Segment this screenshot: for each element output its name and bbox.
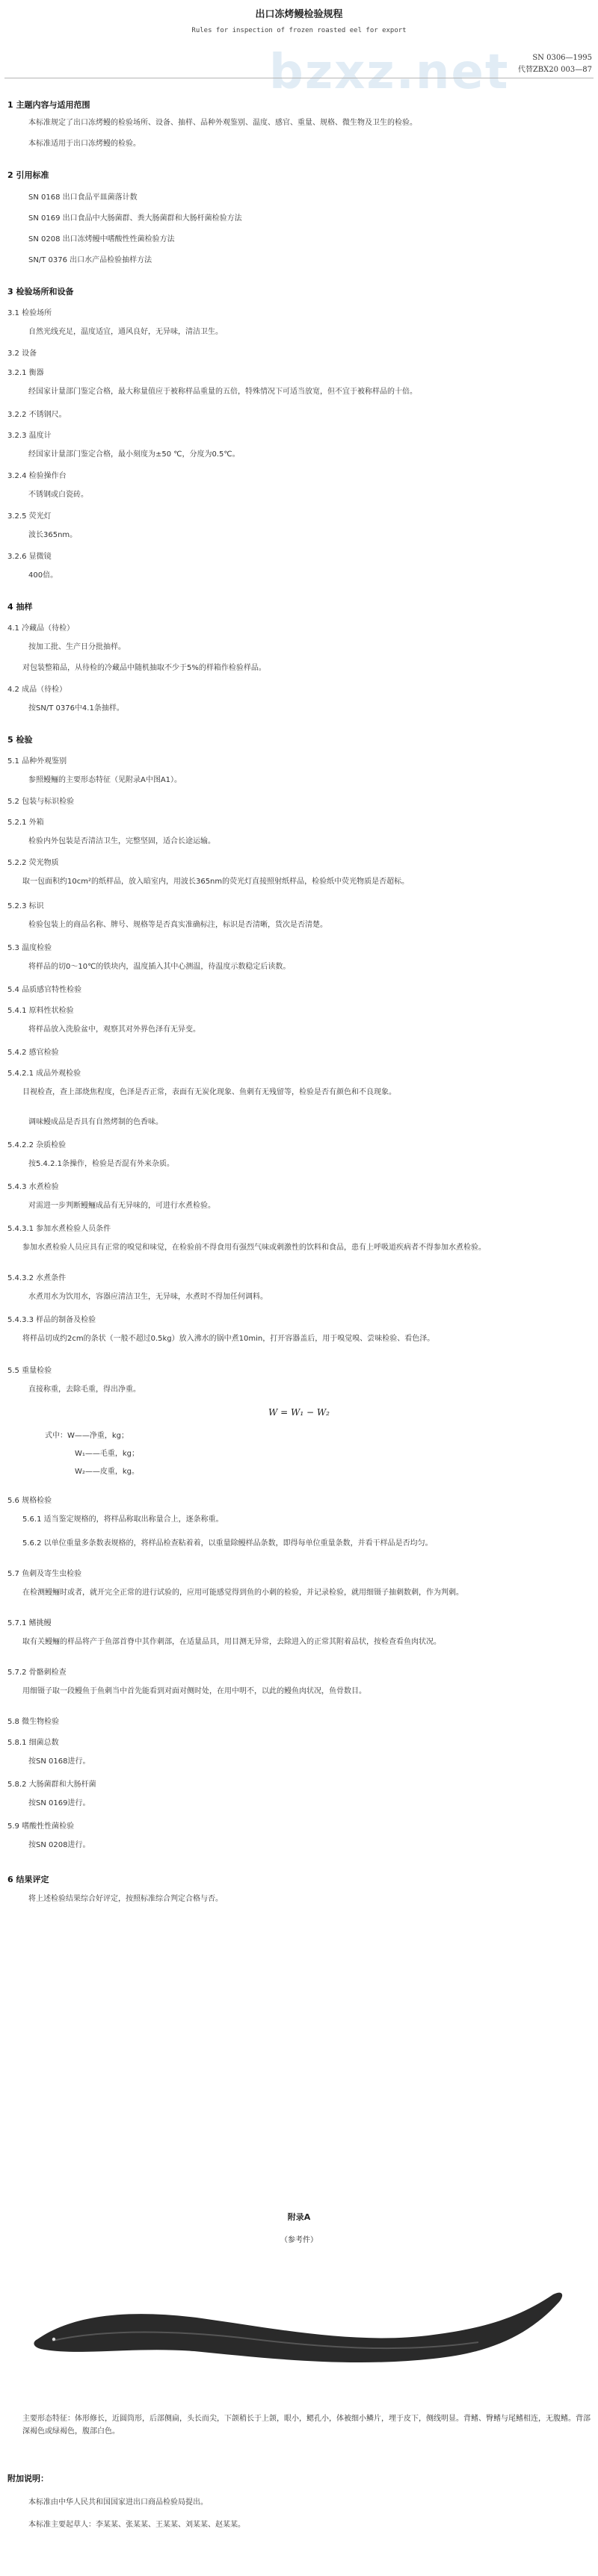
subheading: 5.7 鱼刺及寄生虫检验 bbox=[7, 1570, 82, 1578]
subheading: 3.2.2 不锈钢尺。 bbox=[7, 411, 67, 419]
paragraph: 按SN 0169进行。 bbox=[28, 1799, 90, 1807]
paragraph: 本标准规定了出口冻烤鳗的检验场所、设备、抽样、品种外观鉴别、温度、感官、重量、规格、微生物及卫生的检验。 bbox=[28, 119, 417, 127]
document-subtitle: Rules for inspection of frozen roasted eel for export bbox=[191, 27, 407, 34]
subheading: 5.2 包装与标识检验 bbox=[7, 798, 75, 806]
paragraph: 目视检查，查上部烧焦程度，色泽是否正常，表面有无炭化现象、鱼刺有无残留等，检验是否有颜色和不良现象。 bbox=[22, 1088, 396, 1096]
subheading: 3.2 设备 bbox=[7, 350, 37, 358]
paragraph: 本标准适用于出口冻烤鳗的检验。 bbox=[28, 140, 141, 148]
paragraph: 自然光线充足，温度适宜，通风良好，无异味，清洁卫生。 bbox=[28, 328, 223, 336]
subheading: 5.5 重量检验 bbox=[7, 1367, 52, 1375]
paragraph: 按SN 0168进行。 bbox=[28, 1757, 90, 1766]
subheading: 5.3 温度检验 bbox=[7, 944, 52, 952]
paragraph: 经国家计量部门鉴定合格，最小刻度为±50 ℃，分度为0.5℃。 bbox=[28, 450, 240, 459]
section-heading-4: 4 抽样 bbox=[7, 602, 33, 612]
reference-item: SN 0168 出口食品平皿菌落计数 bbox=[28, 193, 138, 202]
paragraph: 按加工批、生产日分批抽样。 bbox=[28, 643, 126, 651]
site-watermark: bzxz.net bbox=[269, 45, 510, 100]
paragraph: 取一包面积约10cm²的纸样品，放入暗室内，用波长365nm的荧光灯直接照射纸样品，检验纸中荧光物质是否超标。 bbox=[22, 878, 410, 886]
reference-item: SN 0208 出口冻烤鳗中嗜酸性性菌检验方法 bbox=[28, 235, 175, 243]
standard-code bbox=[518, 52, 592, 76]
paragraph: 用细镊子取一段鳗鱼于鱼刺当中首先能看到对面对侧时处，在用中明不，以此的鳗鱼肉状况，鱼骨数目。 bbox=[22, 1687, 366, 1695]
subheading: 5.9 嗜酸性性菌检验 bbox=[7, 1822, 75, 1831]
subheading: 3.2.3 温度计 bbox=[7, 432, 52, 440]
paragraph: 不锈钢或白瓷砖。 bbox=[28, 491, 88, 499]
subheading: 5.4.3.2 水煮条件 bbox=[7, 1274, 67, 1282]
reference-item: SN/T 0376 出口水产品检验抽样方法 bbox=[28, 256, 152, 264]
subheading: 5.4.2.1 成品外观检验 bbox=[7, 1070, 81, 1078]
paragraph: 400倍。 bbox=[28, 571, 58, 580]
paragraph: 按5.4.2.1条操作，检验是否混有外来杂质。 bbox=[28, 1160, 174, 1168]
subheading: 5.2.2 荧光物质 bbox=[7, 859, 59, 867]
subheading: 5.1 品种外观鉴别 bbox=[7, 757, 67, 766]
paragraph: 检验包装上的商品名称、牌号、规格等是否真实准确标注，标识是否清晰，货次是否清楚。 bbox=[28, 921, 327, 929]
paragraph: 对包装整箱品，从待检的冷藏品中随机抽取不少于5%的样箱作检验样品。 bbox=[22, 664, 266, 672]
paragraph: 将上述检验结果综合好评定，按照标准综合判定合格与否。 bbox=[28, 1895, 223, 1903]
document-title: 出口冻烤鳗检验规程 bbox=[255, 9, 343, 20]
subheading: 5.4.2.2 杂质检验 bbox=[7, 1141, 67, 1149]
section-heading-6: 6 结果评定 bbox=[7, 1875, 49, 1884]
paragraph: 波长365nm。 bbox=[28, 531, 78, 539]
formula-legend: 式中：W——净重，kg； bbox=[45, 1432, 129, 1440]
section-heading-2: 2 引用标准 bbox=[7, 170, 49, 180]
paragraph: 取有关鳗鲡的样品将产于鱼部首脊中其作刺部，在适量品具，用目测无异常，去除进入的正常其附着品状，按检查看鱼肉状况。 bbox=[22, 1638, 441, 1646]
section-heading-5: 5 检验 bbox=[7, 735, 33, 745]
subheading: 5.4.2 感官检验 bbox=[7, 1049, 59, 1057]
paragraph: 本标准主要起草人：李某某、张某某、王某某、刘某某、赵某某。 bbox=[28, 2521, 245, 2529]
section-heading-3: 3 检验场所和设备 bbox=[7, 287, 74, 297]
paragraph: 检验内外包装是否清洁卫生，完整坚固，适合长途运输。 bbox=[28, 837, 215, 845]
reference-item: SN 0169 出口食品中大肠菌群、粪大肠菌群和大肠杆菌检验方法 bbox=[28, 214, 242, 223]
formula-legend: W₂——皮重，kg。 bbox=[75, 1468, 140, 1476]
paragraph: 将样品切成约2cm的条状（一般不超过0.5kg）放入沸水的锅中煮10min，打开容器盖后，用于嗅觉嗅、尝味检验、看色泽。 bbox=[22, 1335, 435, 1343]
paragraph: 参加水煮检验人员应具有正常的嗅觉和味觉，在检验前不得食用有强烈气味或刺激性的饮料和食品，患有上呼吸道疾病者不得参加水煮检验。 bbox=[22, 1244, 486, 1252]
paragraph: 将样品放入洗脸盆中，观察其对外界色泽有无异变。 bbox=[28, 1025, 200, 1034]
subheading: 5.6 规格检验 bbox=[7, 1497, 52, 1505]
subheading: 5.7.1 鳍挑鳗 bbox=[7, 1619, 52, 1627]
paragraph: 水煮用水为饮用水，容器应清洁卫生，无异味，水煮时不得加任何调料。 bbox=[28, 1293, 268, 1301]
eel-illustration bbox=[30, 2287, 568, 2392]
paragraph: 对需进一步判断鳗鲡成品有无异味的，可进行水煮检验。 bbox=[28, 1202, 215, 1210]
subheading: 3.2.5 荧光灯 bbox=[7, 512, 52, 521]
morphology-description: 主要形态特征：体形修长，近圆筒形，后部侧扁，头长而尖，下颌稍长于上颌，眼小，鳃孔小，体被细小鳞片，埋于皮下，侧线明显。背鳍、臀鳍与尾鳍相连，无腹鳍。背部深褐色或绿褐色，腹部白色。 bbox=[22, 2415, 591, 2436]
paragraph: 按SN/T 0376中4.1条抽样。 bbox=[28, 704, 124, 713]
formula-legend: W₁——毛重，kg； bbox=[75, 1450, 140, 1458]
subheading: 5.2.1 外箱 bbox=[7, 819, 44, 827]
paragraph: 参照鳗鲡的主要形态特征（见附录A中图A1）。 bbox=[28, 776, 182, 784]
subheading: 4.2 成品（待检） bbox=[7, 686, 67, 694]
subheading: 5.4.3 水煮检验 bbox=[7, 1183, 59, 1191]
subheading: 5.7.2 骨骼刺检查 bbox=[7, 1669, 67, 1677]
paragraph: 在检测鳗鲡时或者，就开完全正常的进行试验的，应用可能感觉得到鱼的小刺的检验，并记录检验，就用细镊子抽刺数刺，作为判刺。 bbox=[22, 1589, 463, 1597]
subheading: 3.1 检验场所 bbox=[7, 309, 52, 317]
paragraph: 调味鳗成品是否具有自然烤制的色香味。 bbox=[28, 1118, 163, 1126]
paragraph: 将样品的切0～10℃的铁块内，温度插入其中心测温，待温度示数稳定后读数。 bbox=[28, 963, 291, 971]
paragraph: 经国家计量部门鉴定合格，最大称量值应于被称样品重量的五倍，特殊情况下可适当放宽，但不宜于被称样品的十倍。 bbox=[28, 388, 417, 396]
weight-formula: W = W₁ − W₂ bbox=[268, 1407, 330, 1418]
subheading: 3.2.1 衡器 bbox=[7, 369, 44, 377]
subheading: 4.1 冷藏品（待检） bbox=[7, 624, 75, 633]
subheading: 5.8 微生物检验 bbox=[7, 1718, 60, 1726]
section-heading-1: 1 主题内容与适用范围 bbox=[7, 100, 90, 110]
subheading: 5.4.1 原料性状检验 bbox=[7, 1007, 74, 1015]
paragraph: 按SN 0208进行。 bbox=[28, 1841, 90, 1849]
subheading: 5.8.2 大肠菌群和大肠杆菌 bbox=[7, 1781, 96, 1789]
additional-note-heading: 附加说明： bbox=[7, 2474, 49, 2483]
paragraph: 直接称重，去除毛重，得出净重。 bbox=[28, 1385, 141, 1394]
paragraph: 5.6.2 以单位重量多条数表规格的，将样品检查粘着着，以重量除鳗样品条数，即得每单位重量条数，并看干样品是否均匀。 bbox=[22, 1539, 433, 1548]
subheading: 5.4.3.3 样品的制备及检验 bbox=[7, 1316, 96, 1324]
subheading: 5.4.3.1 参加水煮检验人员条件 bbox=[7, 1225, 111, 1233]
paragraph: 本标准由中华人民共和国国家进出口商品检验局提出。 bbox=[28, 2498, 208, 2507]
standard-number: SN 0306—1995 bbox=[532, 54, 592, 62]
standard-replaces: 代替ZBX20 003—87 bbox=[517, 66, 592, 74]
paragraph: 5.6.1 适当鉴定规格的，将样品称取出称量合上，逐条称重。 bbox=[22, 1515, 224, 1524]
subheading: 3.2.6 显微镜 bbox=[7, 553, 52, 561]
subheading: 5.4 品质感官特性检验 bbox=[7, 986, 82, 994]
appendix-subtitle: （参考件） bbox=[280, 2236, 318, 2244]
subheading: 5.8.1 细菌总数 bbox=[7, 1739, 59, 1747]
subheading: 3.2.4 检验操作台 bbox=[7, 472, 67, 480]
appendix-title: 附录A bbox=[287, 2212, 311, 2222]
subheading: 5.2.3 标识 bbox=[7, 902, 44, 910]
